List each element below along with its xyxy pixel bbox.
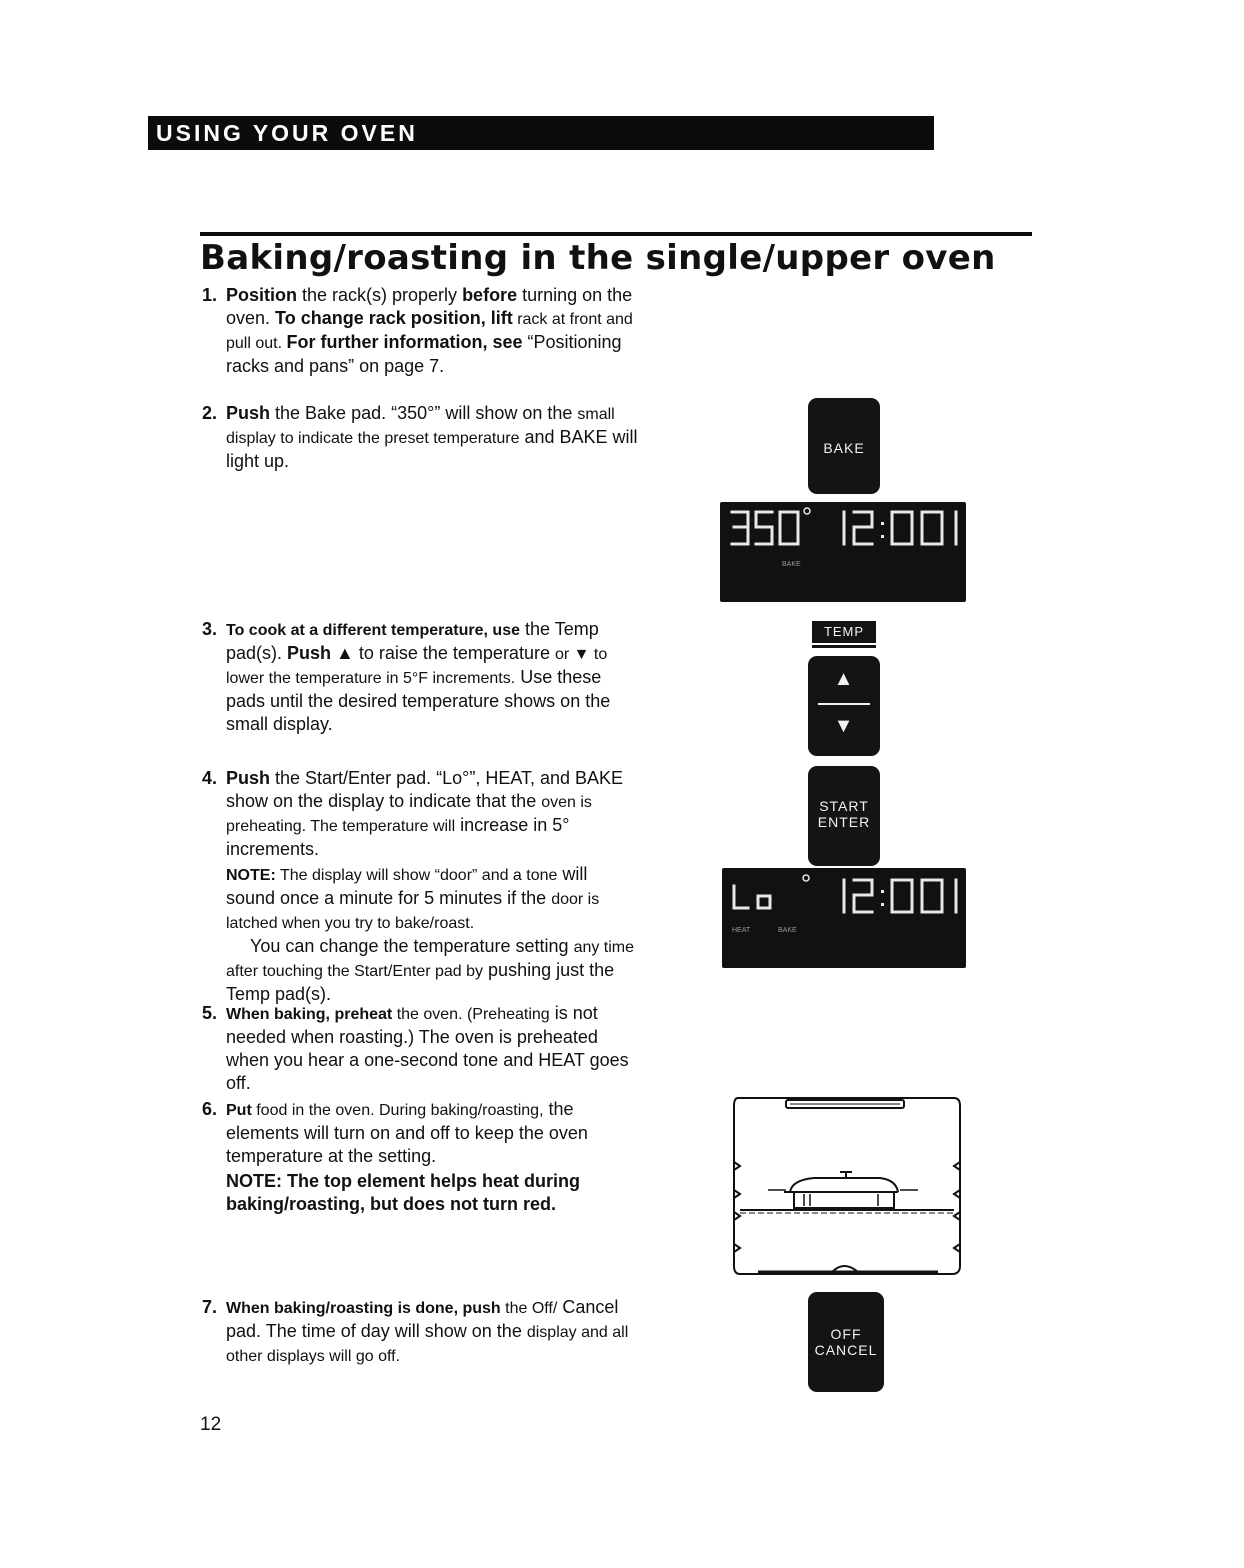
colon-dot [881,903,884,906]
display-mode-label: BAKE [778,927,797,934]
step-text-run: the Temp pad(s). [226,619,599,663]
step-paragraph [226,935,638,1006]
digit-5 [756,512,772,544]
step-text [226,284,638,378]
step-number: 2. [202,403,218,423]
digit-0 [780,512,798,544]
step-note [226,863,638,935]
colon-dot [881,535,884,538]
title-rule [200,232,1032,236]
step-text-run: food in the oven. During baking/roasting, [251,1102,544,1119]
temp-pad [808,656,880,756]
step-text-run: the rack(s) properly [297,285,463,305]
step-text-run: is not needed when roasting.) The oven is preheated when you hear a one-second tone and HEAT goes off. [226,1003,629,1093]
step-text-run: turning on the oven. [226,285,633,328]
section-header-bar [148,116,934,150]
step-keyword: Put [226,1102,252,1119]
step-text-run: small display to indicate the preset temperature [226,406,615,447]
enter-label: ENTER [817,814,871,830]
step-3 [202,618,638,736]
step-text-run: any time after touching the Start/Enter pad by [226,939,635,980]
temp-up-button[interactable]: ▲ [833,668,855,690]
off-label: OFF [830,1326,862,1342]
step-text [226,1296,638,1368]
bake-pad-label: BAKE [823,440,865,456]
oven-cavity-outline [734,1098,960,1274]
temp-label [812,621,876,645]
step-7 [202,1296,638,1368]
step-text-run: the oven. (Preheating [392,1006,550,1023]
step-text-run: “Positioning racks and pans” on page 7. [226,332,622,376]
step-number: 7. [202,1297,218,1317]
step-1 [202,284,638,378]
digit-0 [892,512,912,544]
step-text [226,1002,638,1095]
step-text-run: display and all other displays will go off. [226,1324,629,1365]
page-title: Baking/roasting in the single/upper oven [200,238,996,278]
step-text-run: the Bake pad. “350°” will show on the [270,403,578,423]
digit-0 [922,512,942,544]
note-label: NOTE: [226,867,276,884]
temp-label-text: TEMP [823,624,865,639]
step-text-run: door is latched when you try to bake/roast. [226,891,600,932]
step-text-run: pushing just the Temp pad(s). [226,960,615,1004]
letter-L [734,886,748,908]
step-keyword: To change rack position, lift [275,308,513,328]
digit-0 [922,880,942,912]
step-text-run: the Start/Enter pad. “Lo°”, HEAT, and BAKE show on the display to indicate that the [226,768,624,811]
temp-down-button[interactable]: ▼ [833,715,855,737]
start-enter-pad[interactable] [808,766,880,866]
oven-cavity-illustration [728,1094,964,1278]
step-text-run: or ▼ to lower the temperature in 5°F increments. [226,646,608,687]
oven-display-preheat [722,868,966,968]
display-readout [720,502,966,602]
step-keyword: To cook at a different temperature, use [226,622,520,639]
step-number: 3. [202,619,218,639]
step-text [226,402,638,473]
step-number: 5. [202,1003,218,1023]
step-6 [202,1098,638,1216]
letter-o [758,896,770,908]
display-readout [722,868,966,968]
degree-symbol [803,875,809,881]
step-text-run: Cancel pad. The time of day will show on the [226,1297,619,1341]
digit-2 [854,880,872,912]
step-keyword: When baking/roasting is done, push [226,1300,501,1317]
step-2 [202,402,638,473]
section-header-text: USING YOUR OVEN [156,120,418,146]
step-keyword: Push [226,403,271,423]
step-text-run: the Off/ [500,1300,558,1317]
step-number: 4. [202,768,218,788]
step-text-run: Use these pads until the desired temperature shows on the small display. [226,667,611,734]
colon-dot [881,890,884,893]
step-text-run: You can change the temperature setting [250,936,574,956]
step-number: 6. [202,1099,218,1119]
step-text-run: increase in 5° increments. [226,815,570,859]
step-text [226,767,638,1006]
step-keyword: Push ▲ [287,643,354,663]
step-keyword: before [462,285,518,305]
step-keyword: Position [226,285,297,305]
roaster-lid [790,1178,898,1192]
step-text [226,618,638,736]
step-keyword: Push [226,768,271,788]
step-text-run: oven is preheating. The temperature will [226,794,592,835]
step-text-run: to raise the temperature [353,643,555,663]
step-4 [202,767,638,1006]
degree-symbol [804,508,810,514]
off-cancel-pad[interactable] [808,1292,884,1392]
step-text [226,1098,638,1216]
start-label: START [819,798,869,814]
roaster-pan-body [794,1192,894,1208]
note-text: NOTE: The top element helps heat during baking/roasting, but does not turn red. [226,1171,581,1214]
step-5 [202,1002,638,1095]
step-text-run: The display will show “door” and a tone [275,867,558,884]
page-number: 12 [200,1414,222,1435]
temp-pad-divider [818,703,870,705]
cancel-label: CANCEL [814,1342,878,1358]
digit-2 [854,512,872,544]
step-keyword: When baking, preheat [226,1006,393,1023]
colon-dot [881,522,884,525]
step-keyword: For further information, see [286,332,523,352]
roaster-pan-ridges [804,1194,878,1206]
step-number: 1. [202,285,218,305]
display-heat-label: HEAT [732,927,751,934]
step-note [226,1170,638,1216]
digit-0 [892,880,912,912]
oven-display-bake [720,502,966,602]
step-text-run: rack at front and pull out. [226,311,633,352]
display-mode-label: BAKE [782,561,801,568]
step-text-run: the elements will turn on and off to keep the oven temperature at the setting. [226,1099,588,1166]
step-text-run: will sound once a minute for 5 minutes if the [226,864,588,908]
step-text-run: and BAKE will light up. [226,427,638,471]
digit-3 [732,512,748,544]
bake-pad[interactable] [808,398,880,494]
